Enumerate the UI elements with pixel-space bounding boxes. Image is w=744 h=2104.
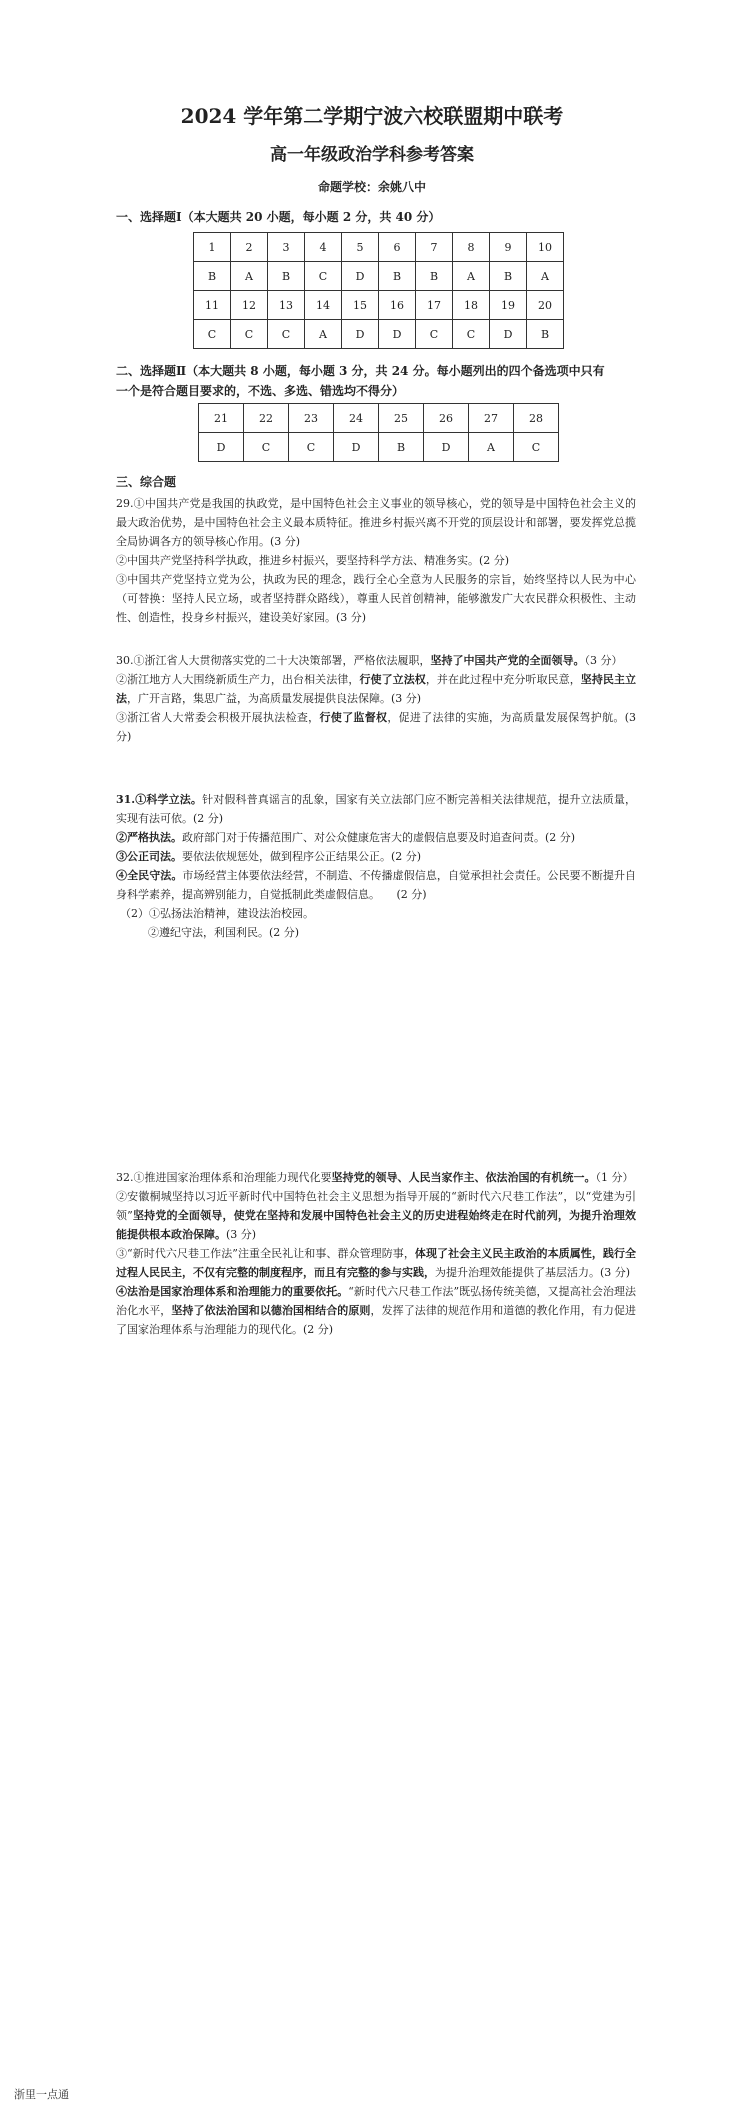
section3-heading: 三、综合题	[116, 475, 177, 489]
table-cell: 24	[334, 404, 379, 433]
table-row	[194, 233, 564, 262]
table-cell: B	[268, 262, 305, 291]
q31-part2-point2: ②遵纪守法，利国利民。(2 分)	[148, 926, 300, 939]
q30-point3: ③浙江省人大常委会积极开展执法检查，行使了监督权，促进了法律的实施，为高质量发展保驾护航。(3 分)	[116, 711, 636, 743]
table-cell: 21	[199, 404, 244, 433]
table-cell: 2	[231, 233, 268, 262]
table-cell: 11	[194, 291, 231, 320]
table-cell: 13	[268, 291, 305, 320]
table-cell: B	[379, 433, 424, 462]
q29-answer	[116, 494, 636, 627]
q29-point1: 29.①中国共产党是我国的执政党，是中国特色社会主义事业的领导核心，党的领导是中国特色社会主义的最大政治优势，是中国特色社会主义最本质特征。推进乡村振兴离不开党的顶层设计和部署，要发挥党总揽全局协调各方的领导核心作用。(3 分)	[116, 497, 636, 548]
q30-answer	[116, 651, 636, 746]
table-row	[199, 433, 559, 462]
section1-heading: 一、选择题Ⅰ（本大题共 20 小题，每小题 2 分，共 40 分）	[116, 210, 441, 224]
table-cell: 4	[305, 233, 342, 262]
q31-point4: ④全民守法。市场经营主体要依法经营，不制造、不传播虚假信息，自觉承担社会责任。公民要不断提升自身科学素养，提高辨别能力，自觉抵制此类虚假信息。 (2 分)	[116, 869, 637, 901]
school-line: 命题学校：余姚八中	[317, 180, 426, 194]
table-cell: C	[416, 320, 453, 349]
table-cell: 7	[416, 233, 453, 262]
q31-point3: ③公正司法。要依法依规惩处，做到程序公正结果公正。(2 分)	[116, 850, 422, 863]
table-cell: C	[194, 320, 231, 349]
table-cell: C	[244, 433, 289, 462]
table-cell: 6	[379, 233, 416, 262]
table-cell: D	[334, 433, 379, 462]
table-cell: 27	[469, 404, 514, 433]
table-cell: A	[453, 262, 490, 291]
table-cell: B	[194, 262, 231, 291]
table-cell: 28	[514, 404, 559, 433]
section2-heading-line2: 一个是符合题目要求的，不选、多选、错选均不得分）	[116, 384, 405, 398]
table-cell: C	[453, 320, 490, 349]
table-cell: B	[490, 262, 527, 291]
q32-answer	[116, 1168, 636, 1339]
table-cell: D	[379, 320, 416, 349]
q32-point1: 32.①推进国家治理体系和治理能力现代化要坚持党的领导、人民当家作主、依法治国的有机统一。（1 分）	[116, 1171, 634, 1184]
q31-point2: ②严格执法。政府部门对于传播范围广、对公众健康危害大的虚假信息要及时追查问责。(2 分)	[116, 831, 576, 844]
table-cell: D	[342, 320, 379, 349]
table-cell: A	[469, 433, 514, 462]
table-cell: D	[199, 433, 244, 462]
table-cell: B	[416, 262, 453, 291]
table-cell: 17	[416, 291, 453, 320]
q29-point3: ③中国共产党坚持立党为公，执政为民的理念，践行全心全意为人民服务的宗旨，始终坚持以人民为中心（可替换：坚持人民立场，或者坚持群众路线），尊重人民首创精神，能够激发广大农民群众积极性、主动性、创造性，投身乡村振兴，建设美好家园。(3 分)	[116, 573, 636, 624]
table-cell: C	[289, 433, 334, 462]
document-title: 2024 学年第二学期宁波六校联盟期中联考	[180, 104, 564, 128]
table-row	[194, 262, 564, 291]
q32-point3: ③“新时代六尺巷工作法”注重全民礼让和事、群众管理防事，体现了社会主义民主政治的本质属性，践行全过程人民民主，不仅有完整的制度程序，而且有完整的参与实践，为提升治理效能提供了基层活力。(3 分)	[116, 1247, 637, 1279]
table-cell: 23	[289, 404, 334, 433]
table-cell: 19	[490, 291, 527, 320]
table-cell: 3	[268, 233, 305, 262]
table-cell: C	[231, 320, 268, 349]
table-cell: B	[527, 320, 564, 349]
table-cell: D	[490, 320, 527, 349]
table-cell: D	[424, 433, 469, 462]
answer-table-1	[193, 232, 564, 349]
table-cell: 22	[244, 404, 289, 433]
table-cell: C	[268, 320, 305, 349]
table-row	[199, 404, 559, 433]
q29-point2: ②中国共产党坚持科学执政，推进乡村振兴，要坚持科学方法、精准务实。(2 分)	[116, 554, 510, 567]
q32-point2: ②安徽桐城坚持以习近平新时代中国特色社会主义思想为指导开展的“新时代六尺巷工作法”，以“党建为引领”坚持党的全面领导，使党在坚持和发展中国特色社会主义的历史进程始终走在时代前列，为提升治理效能提供根本政治保障。(3 分)	[116, 1190, 637, 1241]
table-cell: 26	[424, 404, 469, 433]
table-cell: 18	[453, 291, 490, 320]
table-cell: 12	[231, 291, 268, 320]
table-cell: 25	[379, 404, 424, 433]
table-row	[194, 291, 564, 320]
table-cell: C	[514, 433, 559, 462]
q31-part2-point1: （2）①弘扬法治精神，建设法治校园。	[120, 907, 314, 920]
answer-table-2	[198, 403, 559, 462]
table-cell: D	[342, 262, 379, 291]
table-cell: A	[231, 262, 268, 291]
section2-heading-line1: 二、选择题Ⅱ（本大题共 8 小题，每小题 3 分，共 24 分。每小题列出的四个备选项中只有	[116, 364, 605, 378]
table-cell: 15	[342, 291, 379, 320]
q31-point1: 31.①科学立法。针对假科普真谣言的乱象，国家有关立法部门应不断完善相关法律规范，提升立法质量，实现有法可依。(2 分)	[116, 793, 637, 825]
q31-answer	[116, 790, 636, 942]
table-cell: 16	[379, 291, 416, 320]
table-cell: 20	[527, 291, 564, 320]
table-cell: A	[527, 262, 564, 291]
table-row	[194, 320, 564, 349]
table-cell: 8	[453, 233, 490, 262]
table-cell: C	[305, 262, 342, 291]
table-cell: 10	[527, 233, 564, 262]
table-cell: A	[305, 320, 342, 349]
table-cell: 5	[342, 233, 379, 262]
table-cell: B	[379, 262, 416, 291]
table-cell: 14	[305, 291, 342, 320]
footer-watermark: 浙里一点通	[14, 2088, 69, 2101]
q30-point1: 30.①浙江省人大贯彻落实党的二十大决策部署，严格依法履职，坚持了中国共产党的全面领导。（3 分）	[116, 654, 623, 667]
q32-point4: ④法治是国家治理体系和治理能力的重要依托。“新时代六尺巷工作法”既弘扬传统美德，又提高社会治理法治化水平，坚持了依法治国和以德治国相结合的原则，发挥了法律的规范作用和道德的教化作用，有力促进了国家治理体系与治理能力的现代化。(2 分)	[116, 1285, 637, 1336]
table-cell: 9	[490, 233, 527, 262]
q30-point2: ②浙江地方人大围绕新质生产力，出台相关法律，行使了立法权，并在此过程中充分听取民意，坚持民主立法，广开言路，集思广益，为高质量发展提供良法保障。(3 分)	[116, 673, 637, 705]
document-subtitle: 高一年级政治学科参考答案	[270, 145, 474, 165]
table-cell: 1	[194, 233, 231, 262]
